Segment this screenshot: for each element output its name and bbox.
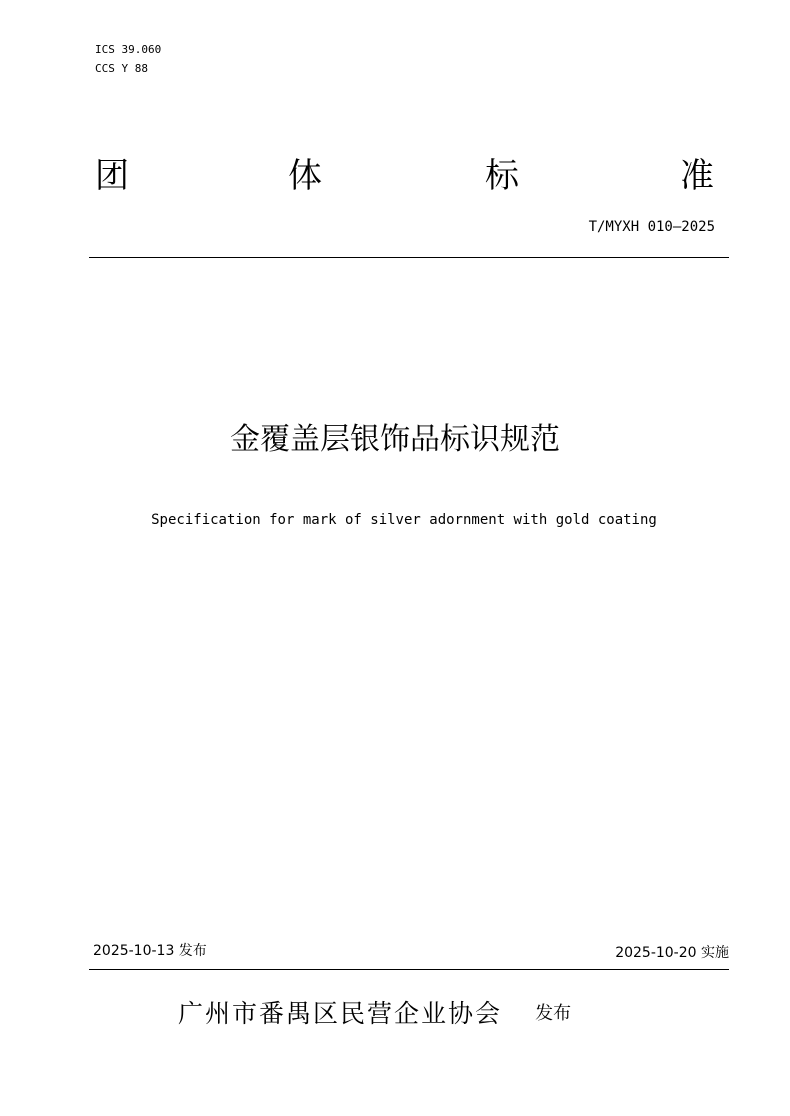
title-english: Specification for mark of silver adornment with gold coating (151, 512, 657, 528)
standard-type-char-3: 标 (485, 156, 519, 196)
footer-divider (89, 969, 729, 970)
standard-number: T/MYXH 010—2025 (588, 219, 715, 235)
publisher-line (178, 996, 571, 1032)
ccs-code: CCS Y 88 (95, 62, 148, 75)
ics-code: ICS 39.060 (95, 43, 162, 56)
title-chinese: 金覆盖层银饰品标识规范 (230, 422, 560, 457)
classification-codes (95, 40, 161, 78)
standard-type-char-2: 体 (288, 156, 322, 196)
issue-date: 2025-10-13 发布 (93, 943, 207, 959)
standard-type-heading (95, 150, 715, 202)
standard-type-char-1: 团 (95, 156, 129, 196)
implementation-date: 2025-10-20 实施 (615, 945, 729, 961)
standard-type-char-4: 准 (680, 156, 714, 196)
header-divider (89, 257, 729, 258)
publish-label: 发布 (535, 1003, 572, 1024)
publisher-name: 广州市番禺区民营企业协会 (178, 999, 503, 1028)
